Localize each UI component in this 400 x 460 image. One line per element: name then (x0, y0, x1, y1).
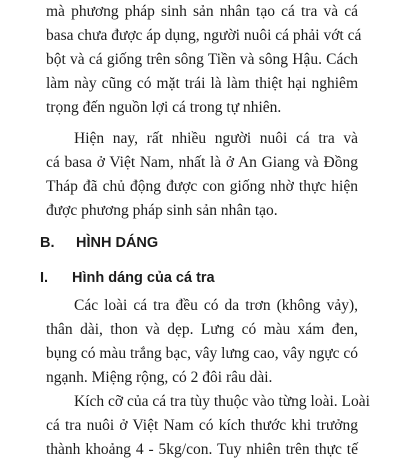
paragraph-4-line-2: cá tra nuôi ở Việt Nam có kích thước khi trưởng (46, 417, 358, 434)
paragraph-1-line-3: bột và cá giống trên sông Tiền và sông Hậu. Cách (46, 51, 358, 68)
paragraph-3-line-1: Các loài cá tra đều có da trơn (không vảy), (74, 297, 358, 314)
paragraph-3-line-2: thân dài, thon và dẹp. Lưng có màu xám đen, (46, 321, 358, 338)
subsection-number: I. (40, 270, 49, 286)
subsection-title: Hình dáng của cá tra (72, 270, 215, 286)
section-title: HÌNH DÁNG (76, 235, 159, 251)
paragraph-1-line-2: basa chưa được áp dụng, người nuôi cá phải vớt cá (46, 27, 362, 44)
paragraph-4-line-3: thành khoảng 4 - 5kg/con. Tuy nhiên trên thực tế (46, 441, 358, 458)
paragraph-2-line-1: Hiện nay, rất nhiều người nuôi cá tra và (74, 130, 358, 147)
paragraph-3-line-4: ngạnh. Miệng rộng, có 2 đôi râu dài. (46, 369, 273, 386)
paragraph-2-line-4: được phương pháp sinh sản nhân tạo. (46, 202, 278, 219)
section-number: B. (40, 235, 55, 251)
paragraph-1-line-4: làm này cũng có mặt trái là làm thiệt hại nghiêm (46, 75, 358, 92)
section-heading (40, 233, 159, 253)
paragraph-2-line-3: Tháp đã chủ động được con giống nhờ thực hiện (46, 178, 358, 195)
subsection-heading (40, 268, 215, 288)
paragraph-2-line-2: cá basa ở Việt Nam, nhất là ở An Giang và Đồng (46, 154, 358, 171)
paragraph-3-line-3: bụng có màu trắng bạc, vây lưng cao, vây ngực có (46, 345, 359, 362)
paragraph-4-line-1: Kích cỡ của cá tra tùy thuộc vào từng loài. Loài (74, 393, 370, 410)
paragraph-1-line-5: trọng đến nguồn lợi cá trong tự nhiên. (46, 99, 282, 116)
paragraph-1-line-1: mà phương pháp sinh sản nhân tạo cá tra và cá (46, 3, 358, 20)
